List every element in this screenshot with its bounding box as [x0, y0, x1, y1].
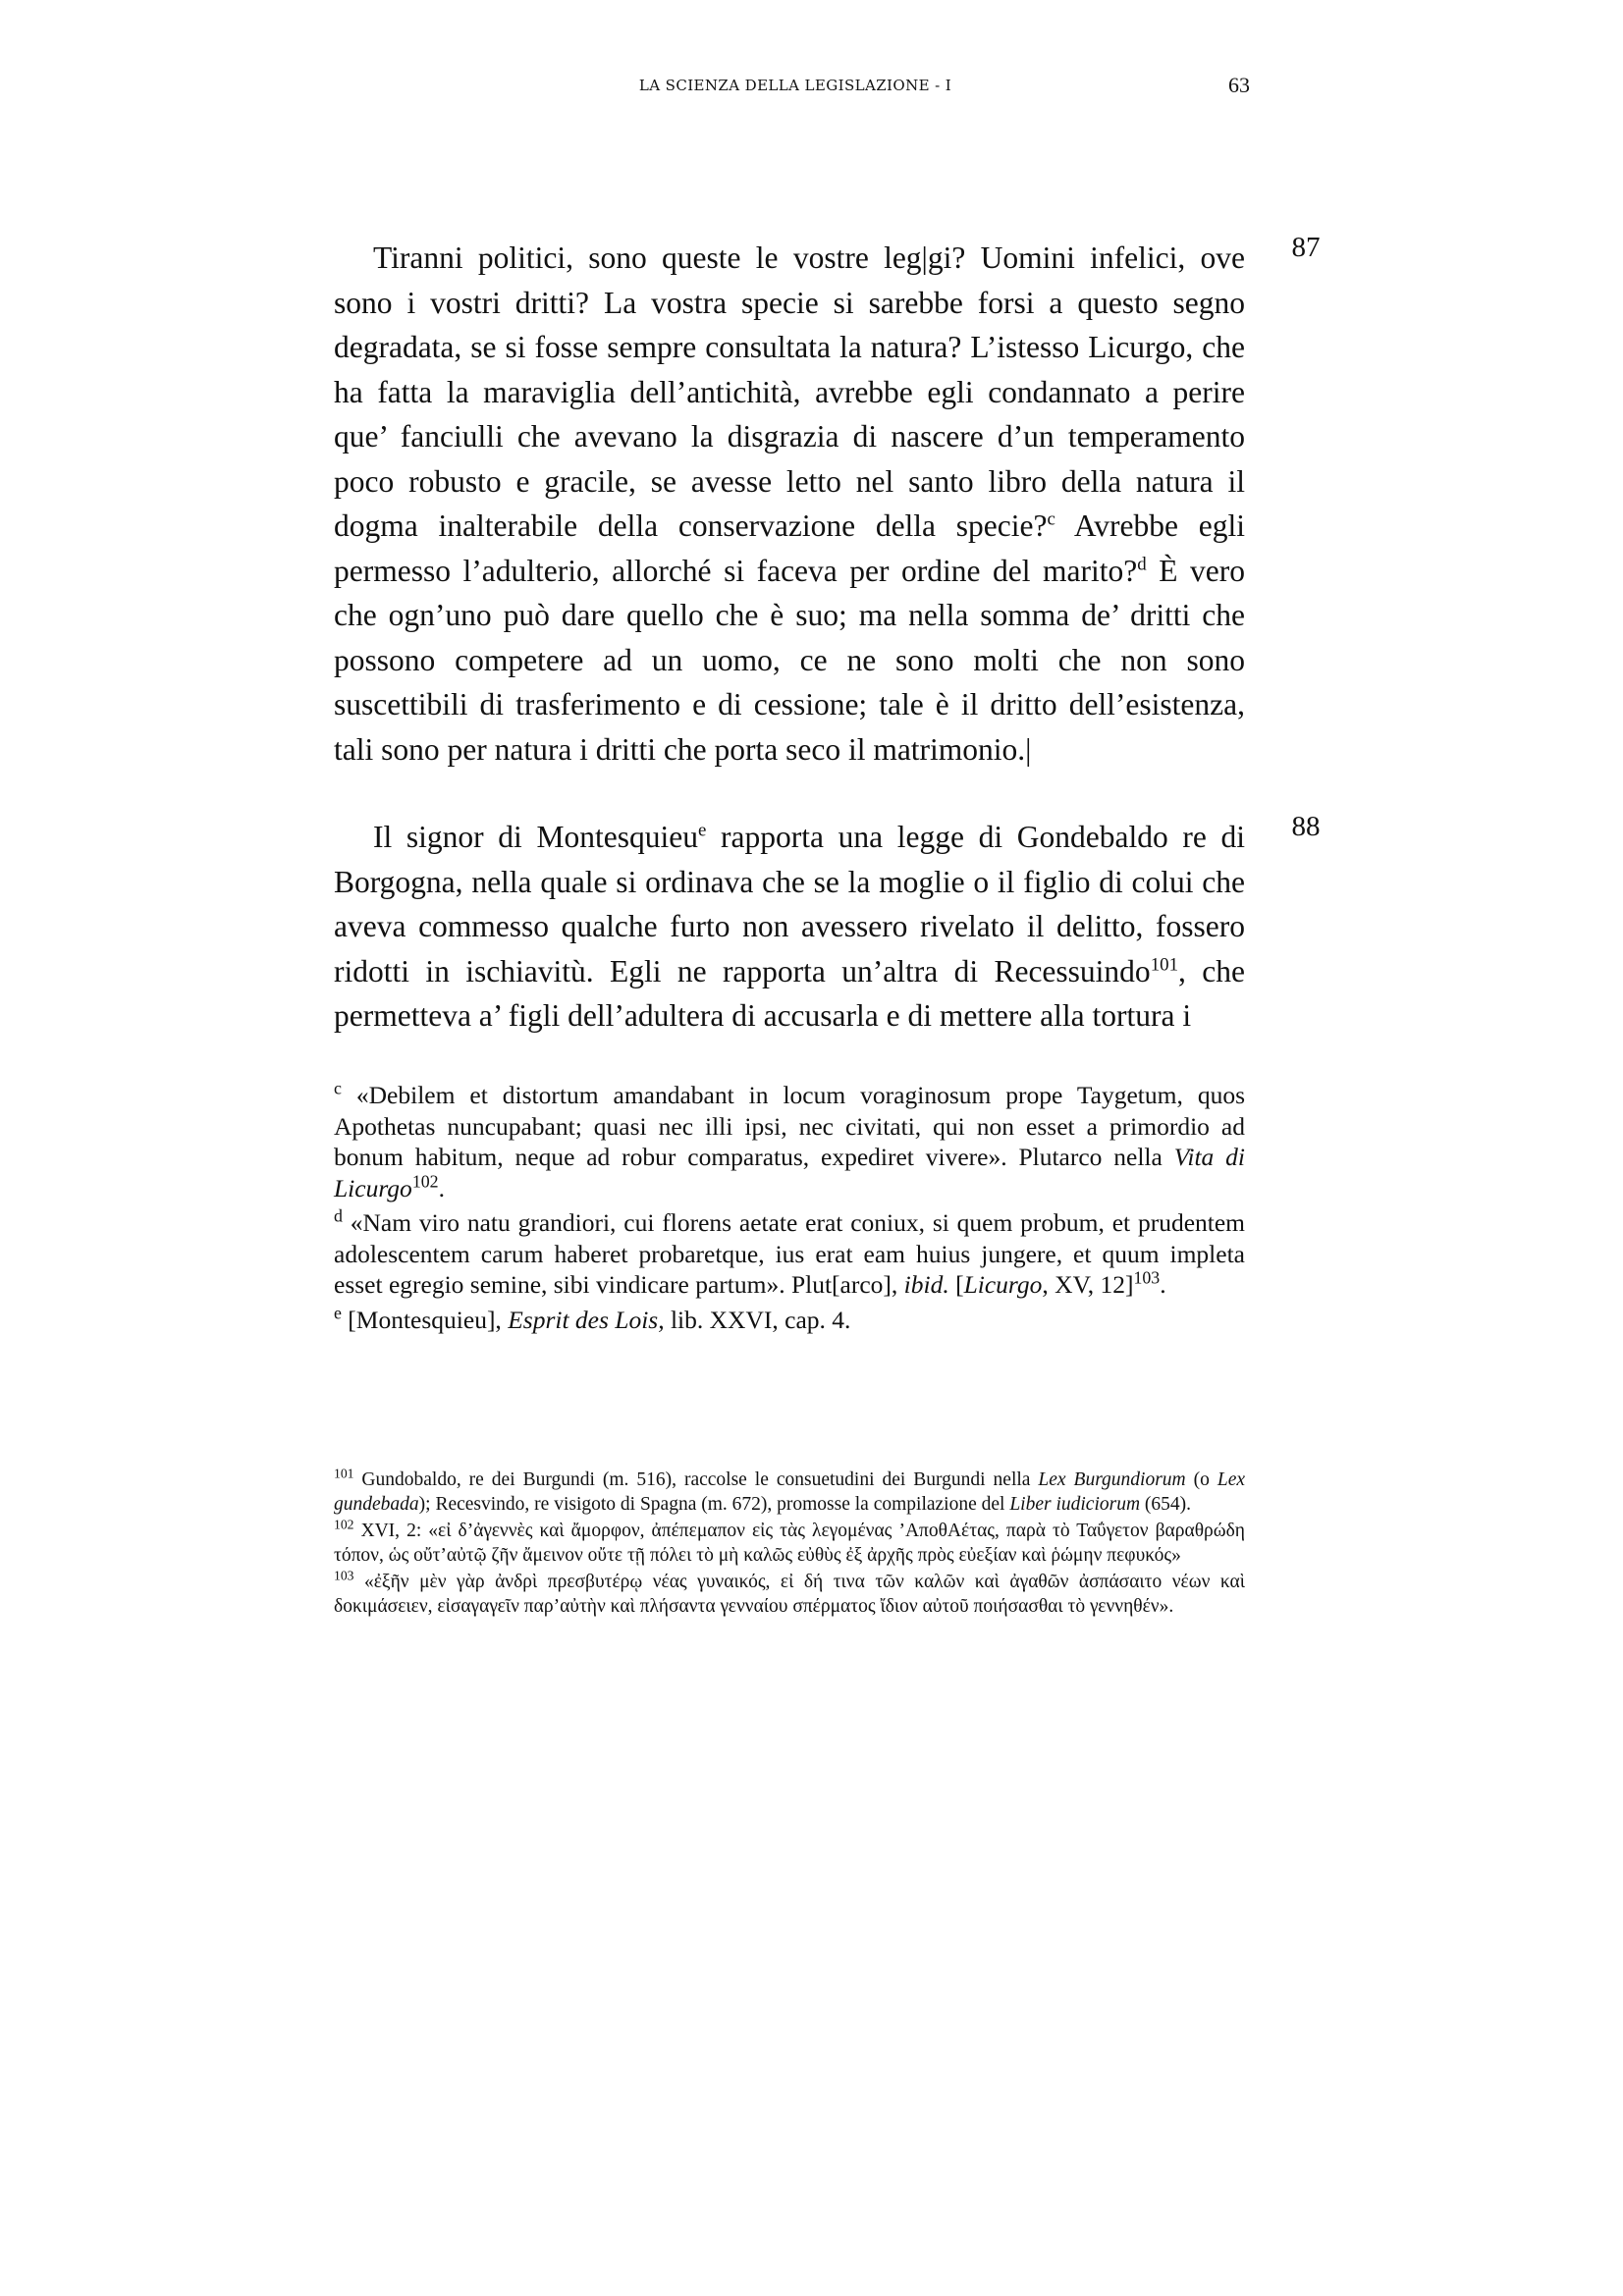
paragraph-text: , che permetteva a’ figli dell’adultera di accusarla e di mettere alla tortura i [334, 953, 1245, 1033]
note-number: 101 [334, 1466, 354, 1481]
body-paragraph-2 [334, 815, 1245, 1039]
editor-note-102: $^{102}$ XVI, 2: «εἰ δ’ἀγεννὲς καὶ ἄμορφον, ἀπέπεμαπον εἰς τὰς λεγομένας ’ΑποθΑέτας, παρὰ τὸ Ταΰγετον βαραθρώδη τόπον, ὡς οὔτ’αὐτῷ ζῆν ἄμεινον οὔτε τῇ πόλει τὸ μὴ καλῶς εὐθὺς ἐξ ἀρχῆς πρὸς εὐεξίαν καὶ ῥώμην πεφυκός» [334, 1517, 1245, 1566]
editor-note-101: $^{101}$ Gundobaldo, re dei Burgundi (m. 516), raccolse le consuetudini dei Burgundi nella Lex Burgundiorum (o Lex gundebada); Recesvindo, re visigoto di Spagna (m. 672), promosse la compilazione del Liber iudiciorum (654). [334, 1466, 1245, 1515]
footnote-mark-c: c [1047, 508, 1055, 530]
footnote-c: $^c$ «Debilem et distortum amandabant in locum voraginosum prope Taygetum, quos Apothetas nuncupabant; quasi nec illi ipsi, nec civitati, qui non esset a primordio ad bonum habitum, neque ad robur comparatus, expediret vivere». Plutarco nella Vita di Licurgo$^{102}$. [334, 1078, 1245, 1202]
margin-number-87: 87 [1291, 232, 1321, 263]
footnote-mark-101: 101 [1150, 954, 1179, 975]
paragraph-text: Avrebbe egli permesso l’adulterio, allorché si faceva per ordine del marito? [334, 508, 1246, 588]
margin-number-88: 88 [1291, 811, 1321, 842]
footnote-mark: c [334, 1078, 342, 1098]
footnote-ref: 102 [411, 1171, 439, 1191]
footnote-mark-e: e [697, 820, 707, 841]
paragraph-text: Il signor di Montesquieu [373, 820, 698, 854]
page-number: 63 [1228, 73, 1250, 97]
editor-footnotes [334, 1468, 1245, 1621]
footnote-mark: d [334, 1205, 343, 1226]
paragraph-text: È vero che ogn’uno può dare quello che è suo; ma nella somma de’ dritti che possono competere ad un uomo, ce ne sono molti che non sono suscettibili di trasferimento e di cessione; tale è il dritto dell’esistenza, tali sono per natura i dritti che porta seco il matrimonio.| [334, 553, 1245, 767]
footnote-mark: e [334, 1303, 342, 1322]
paragraph-text: rapporta una legge di Gondebaldo re di Borgogna, nella quale si ordinava che se la moglie o il figlio di colui che aveva commesso qualche furto non avessero rivelato il delitto, fossero ridotti in ischiavitù. Egli ne rapporta un’altra di Recessuindo [334, 820, 1246, 988]
author-footnotes [334, 1080, 1245, 1339]
footnote-d: $^d$ «Nam viro natu grandiori, cui florens aetate erat coniux, si quem probum, et prudentem adolescentem carum haberet probaretque, ius erat eam huius jungere, et quum impleta esset egregio semine, sibi vindicare partum». Plut[arco], ibid. [Licurgo, XV, 12]$^{103}$. [334, 1205, 1245, 1299]
footnote-mark-d: d [1137, 554, 1147, 574]
footnote-e: $^e$ [Montesquieu], Esprit des Lois, lib. XXVI, cap. 4. [334, 1303, 851, 1334]
editor-note-103: $^{103}$ «ἐξῆν μὲν γὰρ ἀνδρὶ πρεσβυτέρῳ νέας γυναικός, εἰ δή τινα τῶν καλῶν καὶ ἀγαθῶν ἀσπάσαιτο νέων καὶ δοκιμάσειεν, εἰσαγαγεῖν παρ’αὐτὴν καὶ πλήσαντα γενναίου σπέρματος ἴδιον αὐτοῦ ποιήσασθαι τὸ γεννηθέν». [334, 1568, 1245, 1617]
footnote-ref: 103 [1133, 1267, 1161, 1288]
note-number: 102 [334, 1517, 354, 1532]
body-paragraph-1 [334, 236, 1245, 772]
paragraph-text: Tiranni politici, sono queste le vostre leg|gi? Uomini infelici, ove sono i vostri dritti? La vostra specie si sarebbe forsi a questo segno degradata, se si fosse sempre consultata la natura? L’istesso Licurgo, che ha fatta la maraviglia dell’antichità, avrebbe egli condannato a perire que’ fanciulli che avevano la disgrazia di nascere d’un temperamento poco robusto e gracile, se avesse letto nel santo libro della natura il dogma inalterabile della conservazione della specie? [334, 240, 1245, 543]
note-number: 103 [334, 1568, 354, 1583]
running-title: LA SCIENZA DELLA LEGISLAZIONE - I [638, 77, 952, 94]
